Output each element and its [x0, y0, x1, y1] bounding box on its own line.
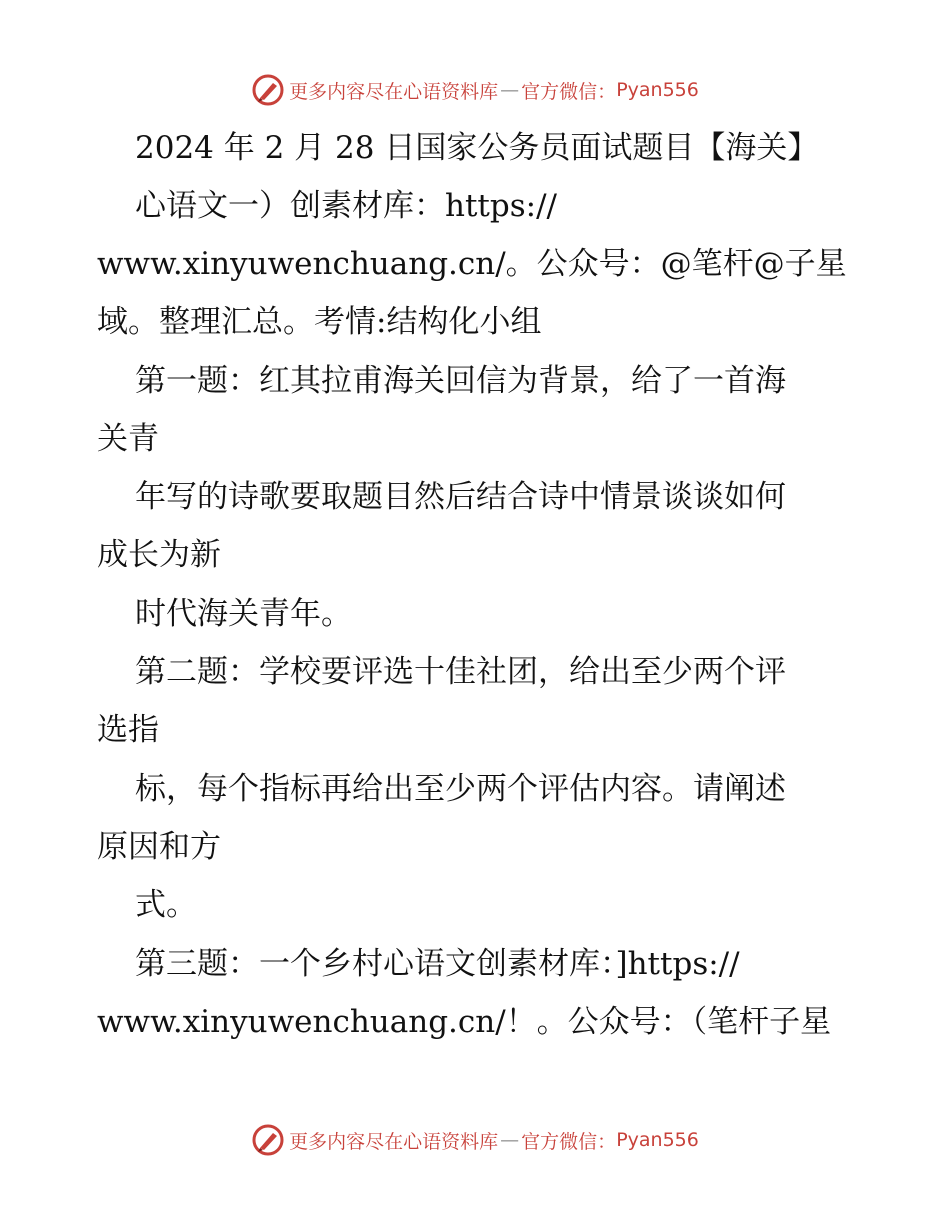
- footer-watermark-banner: [0, 1120, 950, 1160]
- pen-logo-icon: [251, 1123, 285, 1157]
- line-11: 选指: [97, 712, 159, 748]
- line-6: 关青: [97, 421, 159, 457]
- banner-wechat-label: 官方微信：: [521, 80, 617, 103]
- line-1-title: 2024 年 2 月 28 日国家公务员面试题目【海关】: [135, 130, 819, 166]
- line-2: 心语文一）创素材库：https://: [135, 188, 557, 224]
- line-7: 年写的诗歌要取题目然后结合诗中情景谈谈如何: [135, 479, 786, 515]
- line-15: 第三题：一个乡村心语文创素材库：]https://: [135, 946, 740, 982]
- line-8: 成长为新: [97, 537, 221, 573]
- line-9: 时代海关青年。: [135, 596, 352, 632]
- banner-text: 更多内容尽在心语资料库: [289, 80, 499, 103]
- pen-logo-icon: [251, 73, 285, 107]
- line-5: 第一题：红其拉甫海关回信为背景，给了一首海: [135, 363, 786, 399]
- line-3: www.xinyuwenchuang.cn/。公众号：@笔杆@子星: [97, 246, 847, 282]
- line-16: www.xinyuwenchuang.cn/！。公众号：（笔杆子星: [97, 1004, 832, 1040]
- header-watermark-banner: [0, 70, 950, 110]
- banner-text: 更多内容尽在心语资料库: [289, 1130, 499, 1153]
- banner-dash: —: [500, 79, 520, 101]
- banner-wechat-label: 官方微信：: [521, 1130, 617, 1153]
- banner-wechat-id: Pyan556: [616, 79, 699, 101]
- banner-wechat-id: Pyan556: [616, 1129, 699, 1151]
- banner-dash: —: [500, 1129, 520, 1151]
- line-13: 原因和方: [97, 829, 221, 865]
- line-14: 式。: [135, 887, 197, 923]
- line-12: 标，每个指标再给出至少两个评估内容。请阐述: [135, 771, 786, 807]
- line-4: 域。整理汇总。考情:结构化小组: [97, 304, 542, 340]
- line-10: 第二题：学校要评选十佳社团，给出至少两个评: [135, 654, 786, 690]
